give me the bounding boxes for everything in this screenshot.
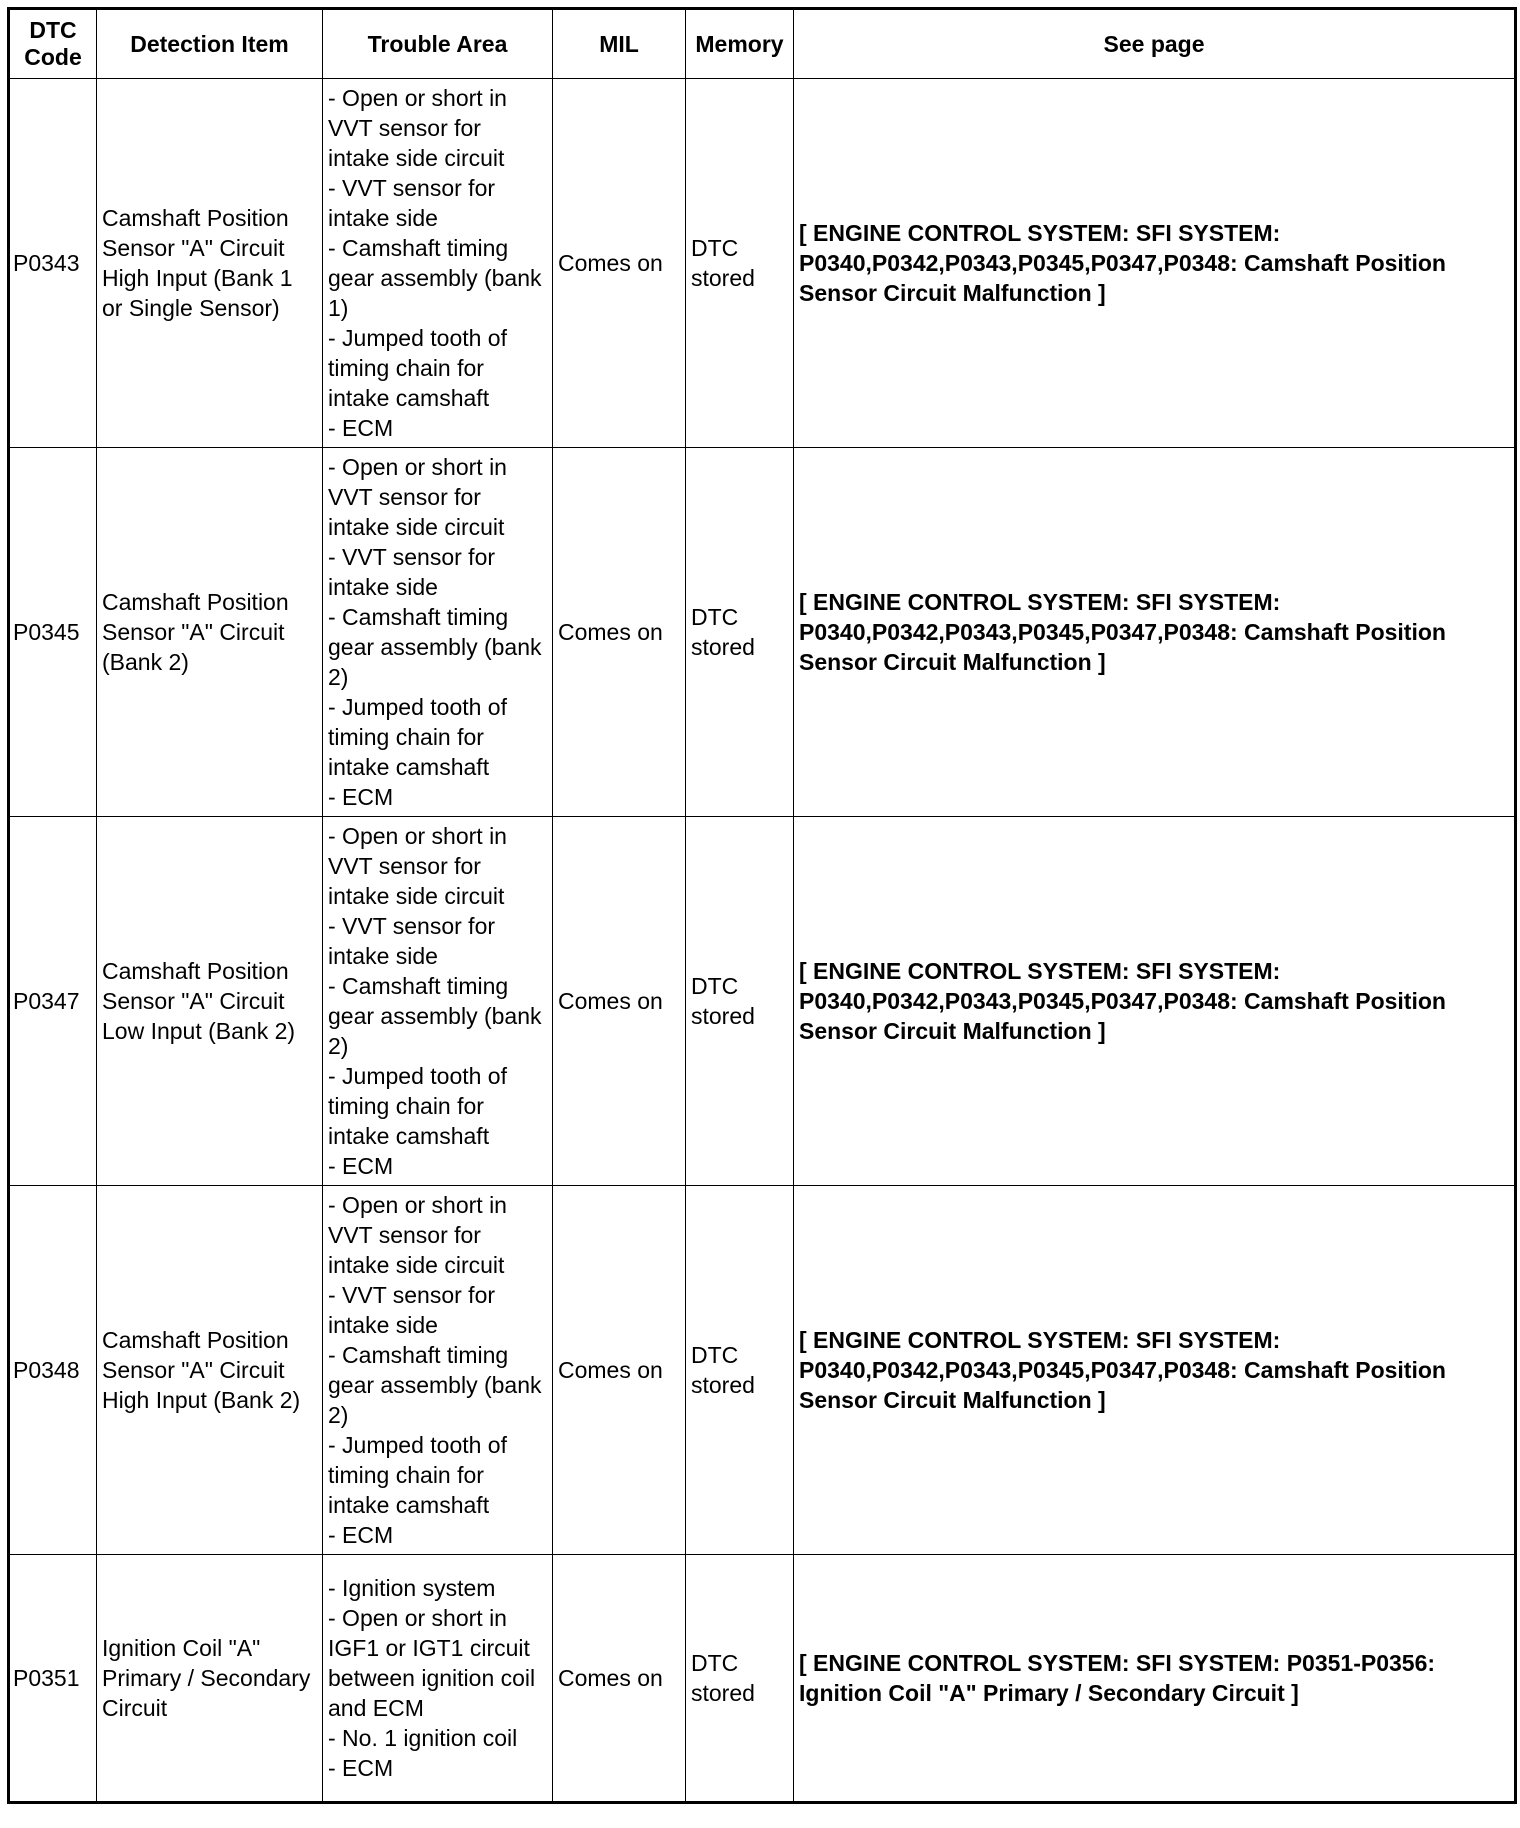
- trouble-area-cell: [323, 448, 553, 817]
- trouble-area-line: - Jumped tooth of timing chain for intake camshaft: [328, 1432, 507, 1518]
- trouble-area-line: - ECM: [328, 1153, 394, 1179]
- dtc-code-cell: P0347: [9, 817, 97, 1186]
- header-row: [9, 9, 1516, 79]
- trouble-area-line: - Open or short in VVT sensor for intake side circuit: [328, 85, 507, 171]
- trouble-area-line: - Camshaft timing gear assembly (bank 2): [328, 1342, 542, 1428]
- trouble-area-line: - ECM: [328, 1755, 394, 1781]
- see-page-link[interactable]: [ ENGINE CONTROL SYSTEM: SFI SYSTEM: P0340,P0342,P0343,P0345,P0347,P0348: Camshaft Position Sensor Circuit Malfunction ]: [794, 448, 1516, 817]
- mil-cell: Comes on: [553, 79, 686, 448]
- trouble-area-cell: [323, 1186, 553, 1555]
- trouble-area-line: - No. 1 ignition coil: [328, 1725, 518, 1751]
- trouble-area-line: - VVT sensor for intake side: [328, 1282, 496, 1338]
- detection-item-cell: Ignition Coil "A" Primary / Secondary Circuit: [97, 1555, 323, 1803]
- header-mil: MIL: [553, 9, 686, 79]
- memory-cell: DTC stored: [686, 79, 794, 448]
- trouble-area-line: - Camshaft timing gear assembly (bank 2): [328, 973, 542, 1059]
- trouble-area-line: - Ignition system: [328, 1575, 496, 1601]
- detection-item-cell: Camshaft Position Sensor "A" Circuit Low Input (Bank 2): [97, 817, 323, 1186]
- mil-cell: Comes on: [553, 817, 686, 1186]
- trouble-area-line: - Camshaft timing gear assembly (bank 1): [328, 235, 542, 321]
- trouble-area-line: - VVT sensor for intake side: [328, 544, 496, 600]
- trouble-area-line: - Jumped tooth of timing chain for intake camshaft: [328, 325, 507, 411]
- dtc-code-cell: P0348: [9, 1186, 97, 1555]
- trouble-area-line: - Jumped tooth of timing chain for intake camshaft: [328, 694, 507, 780]
- header-dtc-code: DTC Code: [9, 9, 97, 79]
- see-page-link[interactable]: [ ENGINE CONTROL SYSTEM: SFI SYSTEM: P0351-P0356: Ignition Coil "A" Primary / Secondary Circuit ]: [794, 1555, 1516, 1803]
- see-page-link[interactable]: [ ENGINE CONTROL SYSTEM: SFI SYSTEM: P0340,P0342,P0343,P0345,P0347,P0348: Camshaft Position Sensor Circuit Malfunction ]: [794, 817, 1516, 1186]
- memory-cell: DTC stored: [686, 1555, 794, 1803]
- trouble-area-line: - Camshaft timing gear assembly (bank 2): [328, 604, 542, 690]
- table-row: [9, 79, 1516, 448]
- see-page-link[interactable]: [ ENGINE CONTROL SYSTEM: SFI SYSTEM: P0340,P0342,P0343,P0345,P0347,P0348: Camshaft Position Sensor Circuit Malfunction ]: [794, 79, 1516, 448]
- trouble-area-cell: [323, 79, 553, 448]
- dtc-code-cell: P0345: [9, 448, 97, 817]
- table-header: [9, 9, 1516, 79]
- trouble-area-line: - ECM: [328, 784, 394, 810]
- table-row: [9, 1186, 1516, 1555]
- detection-item-cell: Camshaft Position Sensor "A" Circuit High Input (Bank 1 or Single Sensor): [97, 79, 323, 448]
- mil-cell: Comes on: [553, 448, 686, 817]
- header-trouble-area: Trouble Area: [323, 9, 553, 79]
- mil-cell: Comes on: [553, 1186, 686, 1555]
- detection-item-cell: Camshaft Position Sensor "A" Circuit (Bank 2): [97, 448, 323, 817]
- dtc-code-cell: P0343: [9, 79, 97, 448]
- trouble-area-line: - VVT sensor for intake side: [328, 913, 496, 969]
- memory-cell: DTC stored: [686, 448, 794, 817]
- trouble-area-line: - Open or short in VVT sensor for intake side circuit: [328, 823, 507, 909]
- see-page-link[interactable]: [ ENGINE CONTROL SYSTEM: SFI SYSTEM: P0340,P0342,P0343,P0345,P0347,P0348: Camshaft Position Sensor Circuit Malfunction ]: [794, 1186, 1516, 1555]
- trouble-area-line: - ECM: [328, 1522, 394, 1548]
- trouble-area-cell: [323, 817, 553, 1186]
- trouble-area-line: - Open or short in VVT sensor for intake side circuit: [328, 454, 507, 540]
- trouble-area-line: - VVT sensor for intake side: [328, 175, 496, 231]
- table-body: [9, 79, 1516, 1803]
- memory-cell: DTC stored: [686, 1186, 794, 1555]
- mil-cell: Comes on: [553, 1555, 686, 1803]
- table-row: [9, 448, 1516, 817]
- trouble-area-line: - Open or short in IGF1 or IGT1 circuit between ignition coil and ECM: [328, 1605, 536, 1721]
- memory-cell: DTC stored: [686, 817, 794, 1186]
- detection-item-cell: Camshaft Position Sensor "A" Circuit High Input (Bank 2): [97, 1186, 323, 1555]
- table-row: [9, 1555, 1516, 1803]
- trouble-area-line: - Jumped tooth of timing chain for intake camshaft: [328, 1063, 507, 1149]
- header-detection-item: Detection Item: [97, 9, 323, 79]
- table-row: [9, 817, 1516, 1186]
- header-memory: Memory: [686, 9, 794, 79]
- dtc-table: [7, 7, 1517, 1804]
- trouble-area-line: - ECM: [328, 415, 394, 441]
- trouble-area-cell: [323, 1555, 553, 1803]
- header-see-page: See page: [794, 9, 1516, 79]
- dtc-code-cell: P0351: [9, 1555, 97, 1803]
- trouble-area-line: - Open or short in VVT sensor for intake side circuit: [328, 1192, 507, 1278]
